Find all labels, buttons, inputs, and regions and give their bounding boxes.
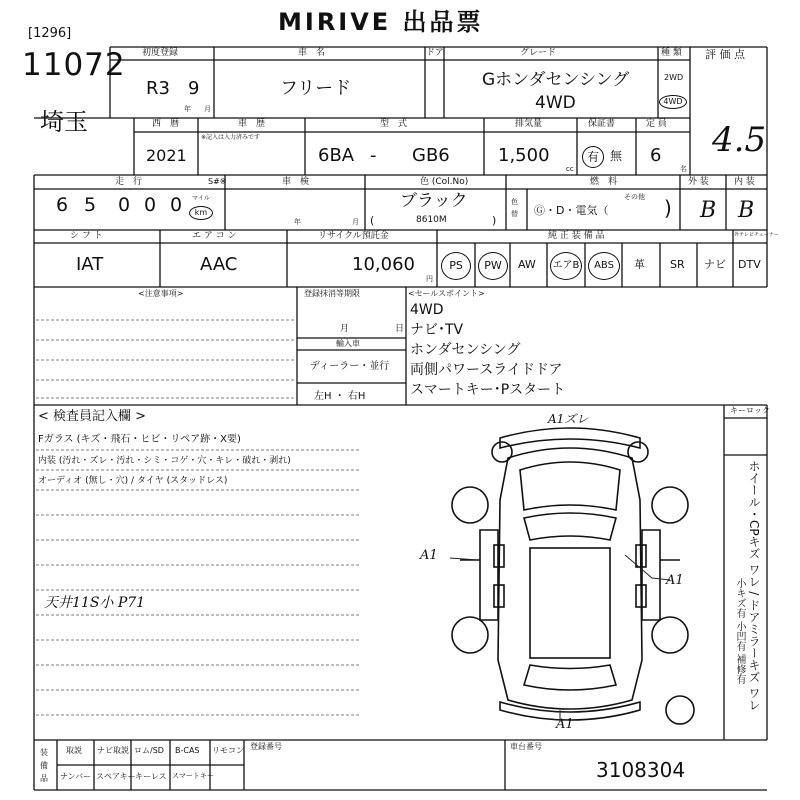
recycle-label: リサイクル預託金 bbox=[318, 231, 389, 241]
mileage-digit: 5 bbox=[84, 194, 97, 216]
recycle-fee: 10,060 bbox=[352, 254, 415, 275]
shift-label: シ フ ト bbox=[70, 231, 103, 241]
damage-mark-right: A1 bbox=[666, 573, 684, 588]
model-code: GB6 bbox=[412, 145, 450, 166]
damage-mark-left: A1 bbox=[420, 548, 438, 563]
serial-label: S#※ bbox=[208, 177, 227, 186]
reg-month: 9 bbox=[188, 78, 200, 99]
mileage-digit: 0 bbox=[170, 194, 183, 216]
equip-pw-selected bbox=[478, 252, 508, 280]
type-label: 種 類 bbox=[661, 48, 682, 58]
history-label: 車 歴 bbox=[238, 119, 266, 129]
equip-ps: PS bbox=[449, 259, 463, 272]
era-year: R3 bbox=[146, 78, 170, 99]
footer-item: リモコン bbox=[212, 746, 244, 755]
sales-point: ナビ･TV bbox=[410, 322, 464, 338]
displacement-label: 排気量 bbox=[515, 119, 543, 129]
side-note: ホイール・CPキズ ワレ / ドアミラーキズ ワレ bbox=[747, 460, 761, 711]
sales-point: 4WD bbox=[410, 302, 444, 318]
import-label: 輸入車 bbox=[336, 339, 360, 348]
reg-deadline-day: 日 bbox=[395, 324, 405, 334]
door-label: ドア bbox=[426, 48, 444, 58]
warranty-yes-text: 有 bbox=[586, 150, 599, 164]
inspector-line2: 内装 (汚れ・ズレ・汚れ・シミ・コゲ・穴・キレ・破れ・剥れ) bbox=[38, 456, 291, 466]
sales-point: スマートキー･Pスタート bbox=[410, 382, 566, 398]
score-handwritten: 4.5 bbox=[712, 120, 767, 160]
footer-item: ロム/SD bbox=[134, 746, 164, 755]
lot-number: 11072 bbox=[22, 47, 126, 83]
footer-equipment-label: 装備品 bbox=[40, 748, 48, 783]
color-change-label: 色替 bbox=[511, 198, 518, 218]
drive-4wd-selected bbox=[659, 95, 687, 109]
history-note: ※記入は入力済みです bbox=[201, 134, 261, 141]
month-unit: 月 bbox=[204, 105, 211, 113]
equip-leather: 革 bbox=[634, 258, 645, 271]
fuel-label: 燃 料 bbox=[590, 177, 618, 187]
equip-sunroof: SR bbox=[670, 258, 685, 271]
color-paren-left: ( bbox=[370, 214, 375, 227]
warranty-no: 無 bbox=[610, 149, 623, 163]
inspector-line3: オーディオ (無し・穴) / タイヤ (スタッドレス) bbox=[38, 476, 228, 486]
fuel-paren-right: ) bbox=[664, 196, 672, 220]
drive-2wd: 2WD bbox=[664, 73, 684, 82]
equip-airbag-selected bbox=[550, 252, 582, 280]
mileage-digit: 0 bbox=[118, 194, 131, 216]
side-note-2: 小キズ有 小凹有 補修有 bbox=[734, 578, 745, 685]
key-lock-label: キーロック bbox=[730, 406, 770, 415]
year-unit: 年 bbox=[184, 105, 191, 113]
chassis-label: 車台番号 bbox=[510, 742, 542, 751]
grade-label: グレード bbox=[520, 48, 557, 58]
equip-airbag: エアB bbox=[552, 260, 580, 271]
person-unit: 名 bbox=[680, 165, 687, 173]
footer-item: ナンバー bbox=[60, 772, 92, 781]
equip-abs-selected bbox=[588, 252, 620, 280]
fuel-other: その他 bbox=[624, 193, 645, 201]
inspector-title: < 検査員記入欄 > bbox=[38, 409, 147, 424]
reg-deadline-label: 登録抹消等期限 bbox=[304, 289, 360, 298]
lot-ref: [1296] bbox=[28, 26, 72, 41]
interior-grade: B bbox=[738, 198, 755, 223]
equip-aw: AW bbox=[518, 258, 536, 271]
reg-deadline-month: 月 bbox=[340, 324, 350, 334]
inspection-year-unit: 年 bbox=[294, 218, 301, 226]
exterior-grade: B bbox=[700, 198, 717, 223]
exterior-label: 外 装 bbox=[688, 177, 709, 187]
inspector-line1: Fガラス (キズ・飛石・ヒビ・リペア跡・X要) bbox=[38, 434, 241, 445]
color: ブラック bbox=[400, 191, 468, 211]
tuner-label: 外テレビチューナー bbox=[734, 232, 779, 238]
model-year: 2021 bbox=[146, 146, 187, 165]
score-label: 評 価 点 bbox=[705, 48, 745, 61]
ac-label: エ ア コ ン bbox=[192, 231, 237, 241]
ac: AAC bbox=[200, 254, 238, 275]
damage-mark-rear: A1 bbox=[556, 717, 574, 732]
equipment-label: 純 正 装 備 品 bbox=[548, 231, 605, 241]
displacement: 1,500 bbox=[498, 145, 550, 166]
equip-navi: ナビ bbox=[704, 258, 726, 271]
capacity-label: 定 員 bbox=[646, 119, 667, 129]
yen-unit: 円 bbox=[426, 275, 433, 283]
warranty-label: 保証書 bbox=[588, 119, 616, 129]
model-prefix: 6BA bbox=[318, 145, 355, 166]
footer-item: スマートキー bbox=[172, 772, 214, 780]
mileage-digit: 6 bbox=[56, 194, 69, 216]
shift: IAT bbox=[76, 254, 104, 275]
damage-mark-front: A1ズレ bbox=[548, 412, 589, 426]
handle-label: 左H ・ 右H bbox=[314, 391, 366, 402]
color-paren-right: ) bbox=[492, 214, 497, 227]
model-label: 型 式 bbox=[380, 119, 408, 129]
mileage-digit: 0 bbox=[144, 194, 157, 216]
footer-item: B-CAS bbox=[175, 746, 200, 755]
equip-abs: ABS bbox=[594, 260, 614, 271]
mileage-label: 走 行 bbox=[115, 177, 143, 187]
footer-item: ナビ取説 bbox=[97, 746, 129, 755]
footer-item: キーレス bbox=[135, 772, 167, 781]
color-code: 8610M bbox=[416, 215, 447, 225]
inspector-hand-note: 天井11S小 P71 bbox=[44, 595, 146, 611]
sales-label: <セールスポイント> bbox=[408, 289, 485, 298]
km-unit-text: km bbox=[194, 208, 208, 217]
color-label: 色 (Col.No) bbox=[420, 177, 469, 187]
model-year-label: 西 暦 bbox=[152, 119, 180, 129]
sales-point: ホンダセンシング bbox=[410, 342, 521, 358]
cc-unit: cc bbox=[566, 165, 574, 173]
fuel-options: Ⓖ・D・電気（ bbox=[534, 204, 609, 217]
capacity: 6 bbox=[650, 145, 662, 166]
equip-pw: PW bbox=[484, 259, 502, 272]
car-name: フリード bbox=[280, 78, 352, 99]
footer-item: 取説 bbox=[66, 746, 82, 755]
footer-item: スペアキー bbox=[96, 772, 136, 781]
warranty-yes-selected bbox=[582, 146, 604, 168]
prefecture: 埼玉 bbox=[40, 108, 88, 136]
km-unit-selected bbox=[189, 206, 213, 220]
inspection-month-unit: 月 bbox=[352, 218, 359, 226]
interior-label: 内 装 bbox=[734, 177, 755, 187]
drive-4wd-text: 4WD bbox=[663, 97, 683, 106]
chassis-number: 3108304 bbox=[596, 758, 686, 782]
model-dash: - bbox=[370, 145, 377, 166]
equip-ps-selected bbox=[441, 252, 471, 280]
reg-no-label: 登録番号 bbox=[250, 742, 282, 751]
inspection-label: 車 検 bbox=[282, 177, 310, 187]
dealer-label: ディーラー・並行 bbox=[310, 361, 390, 372]
first-reg-label: 初度登録 bbox=[142, 48, 179, 58]
sales-point: 両側パワースライドドア bbox=[410, 362, 563, 378]
grade-line1: Gホンダセンシング bbox=[482, 70, 630, 90]
mile-unit: マイル bbox=[192, 195, 210, 202]
caution-label: <注意事項> bbox=[138, 289, 184, 298]
equip-dtv: DTV bbox=[738, 258, 761, 271]
grade-line2: 4WD bbox=[535, 93, 576, 113]
page-title: MIRIVE 出品票 bbox=[278, 8, 484, 36]
car-name-label: 車 名 bbox=[298, 48, 326, 58]
